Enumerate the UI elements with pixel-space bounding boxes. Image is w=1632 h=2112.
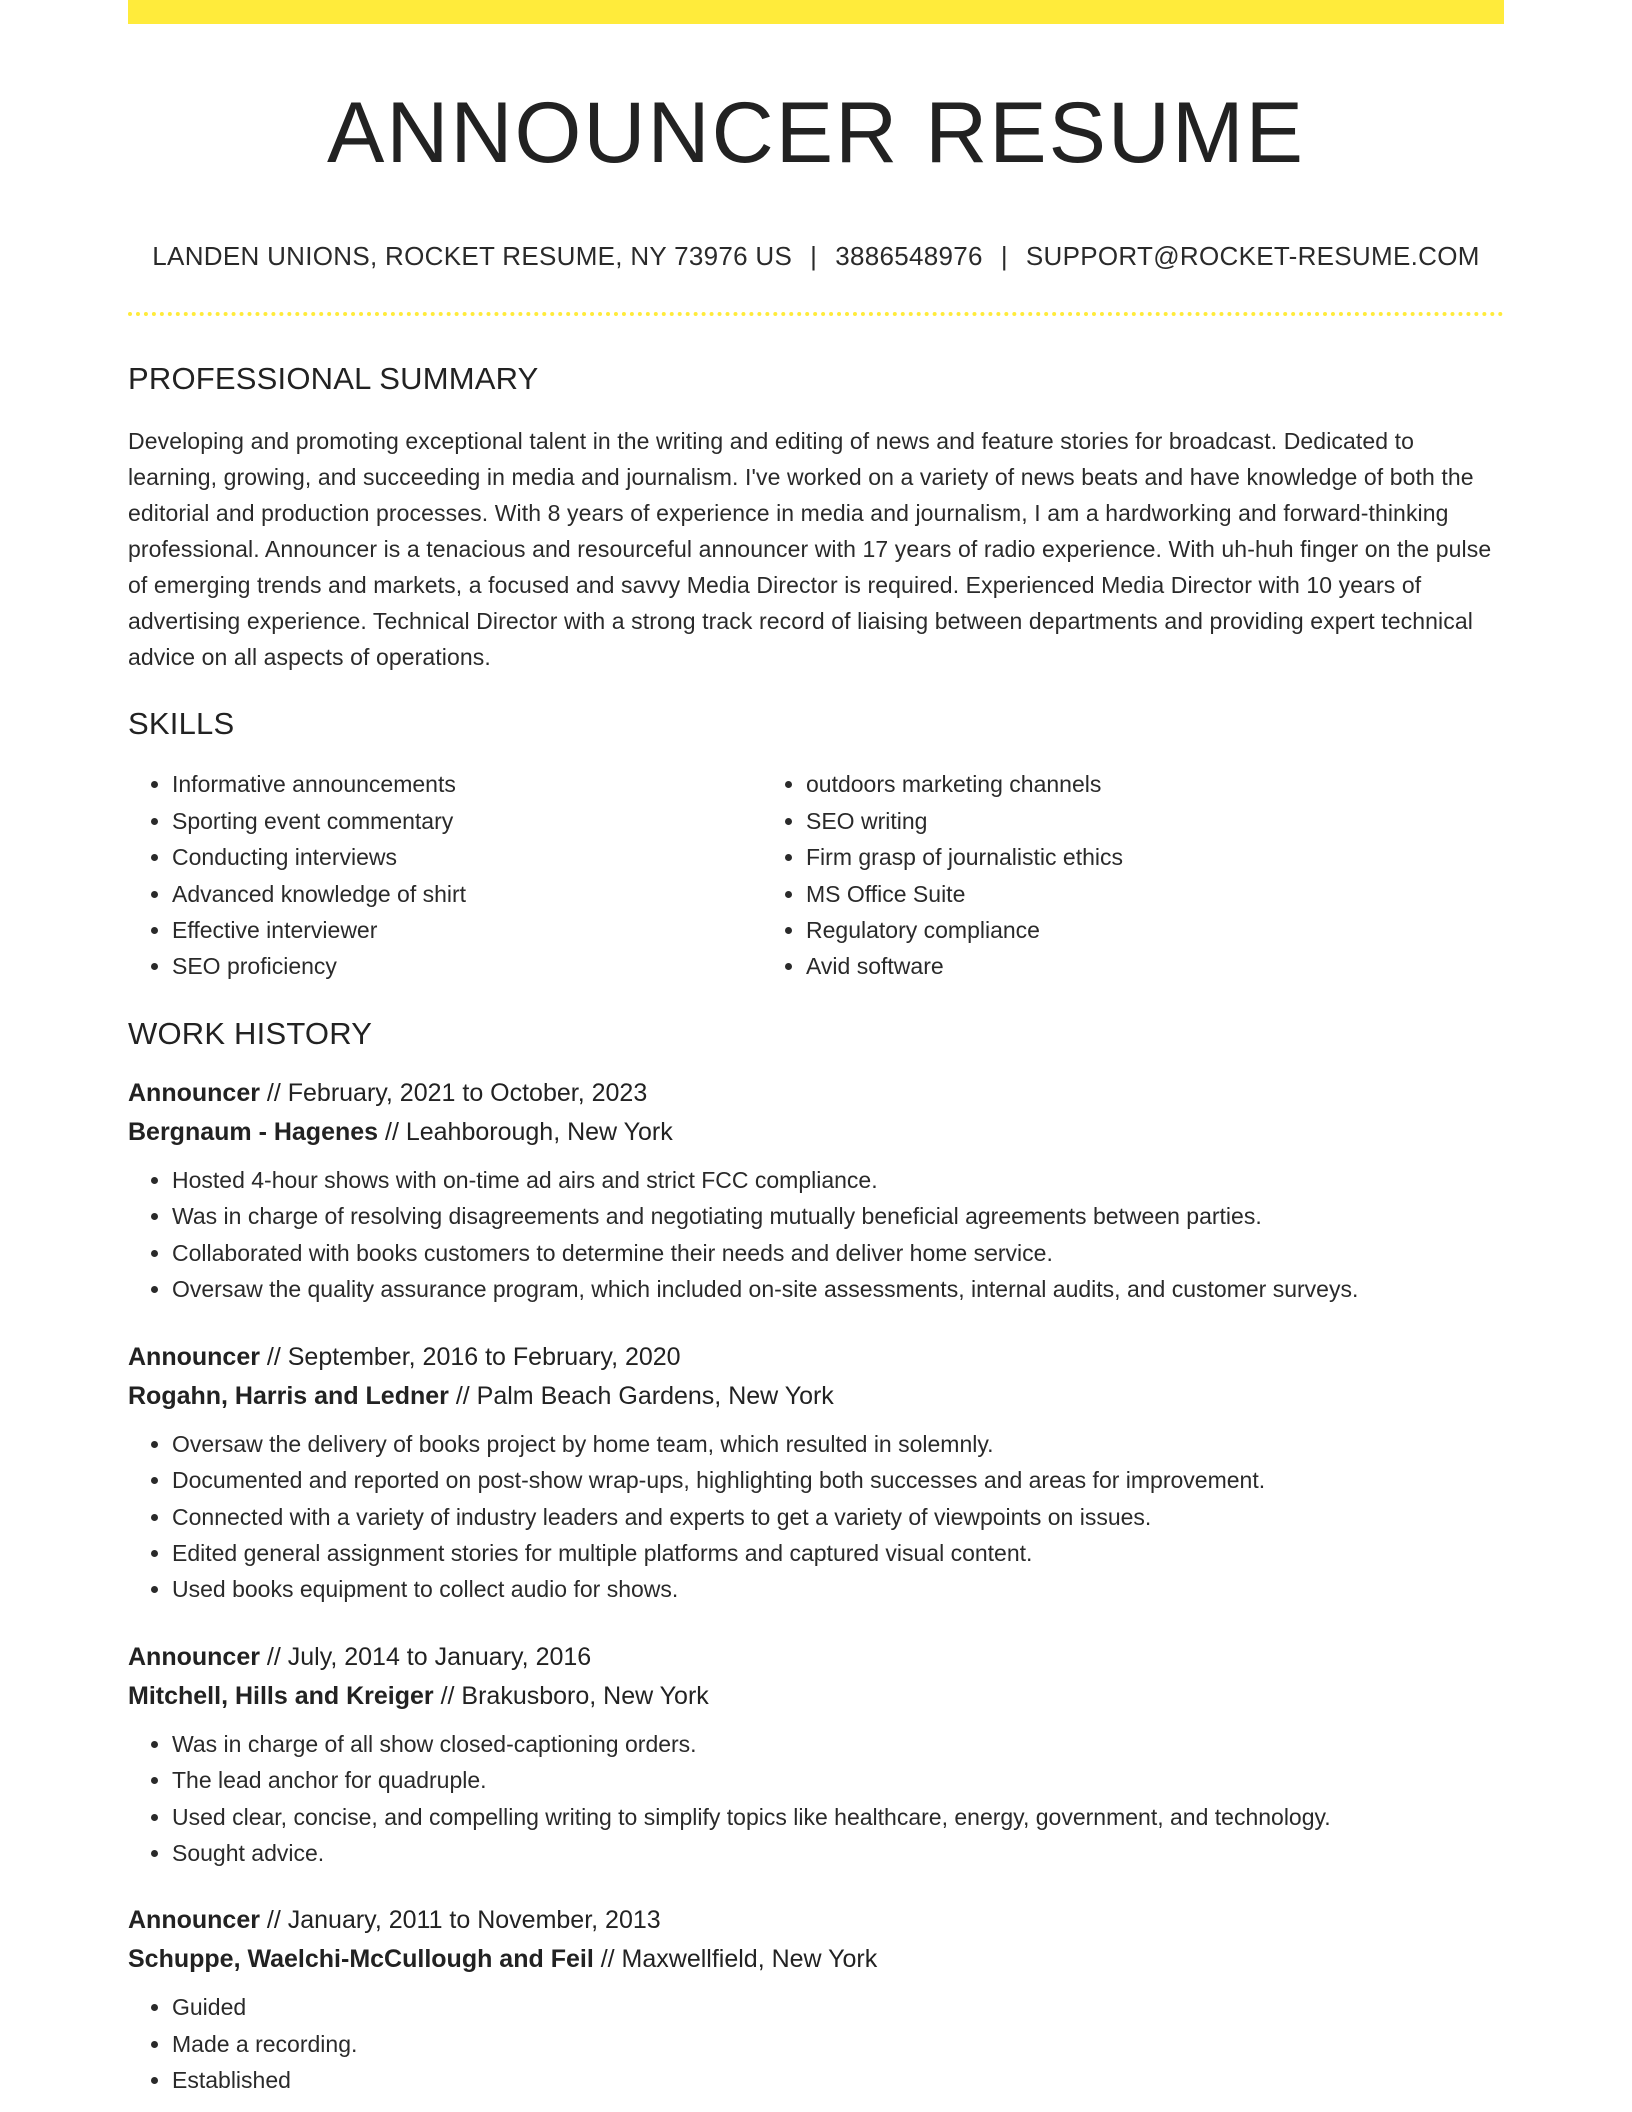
job-bullet: • Established bbox=[172, 2062, 1504, 2098]
job-company-line bbox=[128, 1677, 1504, 1716]
job-dates: // February, 2021 to October, 2023 bbox=[259, 1079, 648, 1108]
job-bullets bbox=[128, 1426, 1504, 1608]
job-bullet: • Hosted 4-hour shows with on-time ad airs and strict FCC compliance. bbox=[172, 1162, 1504, 1198]
job-bullet: • Oversaw the delivery of books project by home team, which resulted in solemnly. bbox=[172, 1426, 1504, 1462]
skill-item: • Informative announcements bbox=[172, 766, 762, 802]
job-bullet: • Made a recording. bbox=[172, 2026, 1504, 2062]
job-location: // Maxwellfield, New York bbox=[593, 1945, 878, 1974]
skill-item: • outdoors marketing channels bbox=[806, 766, 1440, 802]
job-dates: // January, 2011 to November, 2013 bbox=[259, 1906, 661, 1935]
job-bullets bbox=[128, 1162, 1504, 1308]
skill-item: • Regulatory compliance bbox=[806, 912, 1440, 948]
job-company-line bbox=[128, 1940, 1504, 1979]
job-entry bbox=[128, 1901, 1504, 2098]
skill-item: • SEO writing bbox=[806, 803, 1440, 839]
job-company-line bbox=[128, 1113, 1504, 1152]
skill-item: • Avid software bbox=[806, 948, 1440, 984]
resume-page bbox=[128, 0, 1504, 2099]
job-company-line bbox=[128, 1377, 1504, 1416]
job-role: Announcer bbox=[128, 1642, 260, 1671]
skill-item: • MS Office Suite bbox=[806, 876, 1440, 912]
work-history-heading: WORK HISTORY bbox=[128, 1015, 373, 1051]
skill-item: • Conducting interviews bbox=[172, 839, 762, 875]
dotted-divider bbox=[128, 312, 1504, 316]
job-bullet: • Edited general assignment stories for multiple platforms and captured visual content. bbox=[172, 1535, 1504, 1571]
skills-list bbox=[128, 766, 1504, 984]
job-bullet: • Sought advice. bbox=[172, 1835, 1504, 1871]
job-role: Announcer bbox=[128, 1079, 260, 1108]
job-bullet: • Connected with a variety of industry leaders and experts to get a variety of viewpoints on issues. bbox=[172, 1499, 1504, 1535]
job-company: Mitchell, Hills and Kreiger bbox=[128, 1681, 434, 1710]
job-role-line bbox=[128, 1074, 1504, 1113]
skill-item: • Effective interviewer bbox=[172, 912, 762, 948]
job-entry bbox=[128, 1074, 1504, 1308]
contact-email: SUPPORT@ROCKET-RESUME.COM bbox=[1025, 240, 1480, 271]
job-bullets bbox=[128, 1989, 1504, 2098]
contact-separator: | bbox=[1000, 240, 1008, 271]
summary-paragraph: Developing and promoting exceptional talent in the writing and editing of news and feature stories for broadcast. Dedicated to learning, growing, and succeeding in media and journalism. I've worked on a variety of news beats and have knowledge of both the editorial and production processes. With 8 years of experience in media and journalism, I am a hardworking and forward-thinking professional. Announcer is a tenacious and resourceful announcer with 17 years of radio experience. With uh-huh finger on the pulse of emerging trends and markets, a focused and savvy Media Director is required. Experienced Media Director with 10 years of advertising experience. Technical Director with a strong track record of liaising between departments and providing expert technical advice on all aspects of operations. bbox=[128, 428, 1492, 671]
contact-separator: | bbox=[810, 240, 818, 271]
skill-item: • Advanced knowledge of shirt bbox=[172, 876, 762, 912]
contact-address: LANDEN UNIONS, ROCKET RESUME, NY 73976 US bbox=[152, 240, 793, 271]
job-bullet: • Guided bbox=[172, 1989, 1504, 2025]
skill-item: • SEO proficiency bbox=[172, 948, 762, 984]
job-role-line bbox=[128, 1638, 1504, 1677]
job-entry bbox=[128, 1338, 1504, 1608]
job-role-line bbox=[128, 1338, 1504, 1377]
job-bullet: • The lead anchor for quadruple. bbox=[172, 1762, 1504, 1798]
contact-phone: 3886548976 bbox=[835, 240, 983, 271]
job-entry bbox=[128, 1638, 1504, 1872]
skills-column-left bbox=[128, 766, 762, 984]
summary-heading: PROFESSIONAL SUMMARY bbox=[128, 361, 539, 397]
job-bullet: • Was in charge of resolving disagreements and negotiating mutually beneficial agreements between parties. bbox=[172, 1198, 1504, 1234]
job-bullet: • Collaborated with books customers to determine their needs and deliver home service. bbox=[172, 1235, 1504, 1271]
job-dates: // September, 2016 to February, 2020 bbox=[259, 1342, 681, 1371]
job-location: // Brakusboro, New York bbox=[433, 1681, 709, 1710]
skill-item: • Sporting event commentary bbox=[172, 803, 762, 839]
skills-heading: SKILLS bbox=[128, 706, 235, 742]
job-bullet: • Used books equipment to collect audio for shows. bbox=[172, 1571, 1504, 1607]
skills-column-right bbox=[762, 766, 1440, 984]
job-location: // Leahborough, New York bbox=[378, 1118, 673, 1147]
job-dates: // July, 2014 to January, 2016 bbox=[259, 1642, 592, 1671]
job-role: Announcer bbox=[128, 1342, 260, 1371]
job-bullet: • Documented and reported on post-show wrap-ups, highlighting both successes and areas for improvement. bbox=[172, 1462, 1504, 1498]
page-title: ANNOUNCER RESUME bbox=[326, 85, 1306, 181]
job-bullet: • Used clear, concise, and compelling writing to simplify topics like healthcare, energy, government, and technology. bbox=[172, 1799, 1504, 1835]
job-bullets bbox=[128, 1726, 1504, 1872]
job-role: Announcer bbox=[128, 1906, 260, 1935]
job-location: // Palm Beach Gardens, New York bbox=[448, 1381, 834, 1410]
job-bullet: • Was in charge of all show closed-captioning orders. bbox=[172, 1726, 1504, 1762]
job-bullet: • Oversaw the quality assurance program, which included on-site assessments, internal audits, and customer surveys. bbox=[172, 1271, 1504, 1307]
contact-line bbox=[128, 241, 1504, 272]
job-company: Rogahn, Harris and Ledner bbox=[128, 1381, 449, 1410]
skill-item: • Firm grasp of journalistic ethics bbox=[806, 839, 1440, 875]
job-role-line bbox=[128, 1901, 1504, 1940]
job-company: Bergnaum - Hagenes bbox=[128, 1118, 379, 1147]
accent-top-bar bbox=[128, 0, 1504, 24]
job-company: Schuppe, Waelchi-McCullough and Feil bbox=[128, 1945, 594, 1974]
